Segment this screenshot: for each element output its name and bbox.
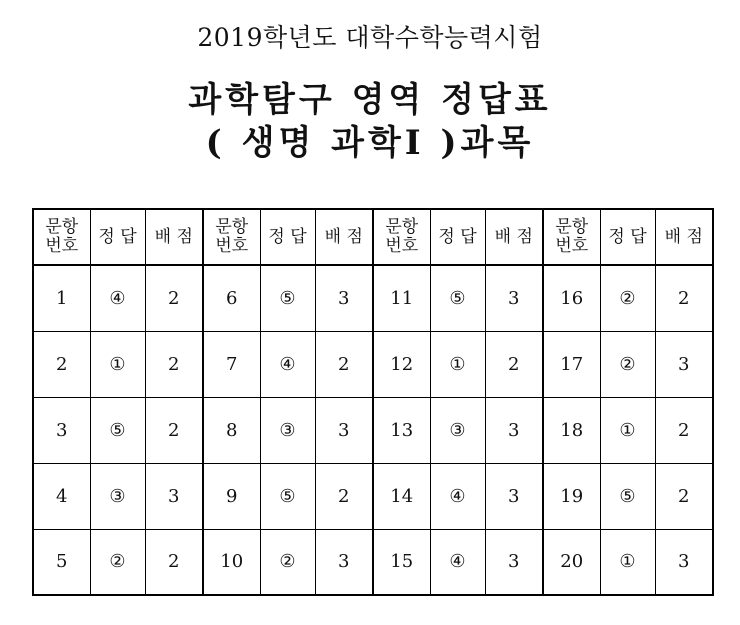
question-number: 13 bbox=[373, 397, 430, 463]
answer-choice: ④ bbox=[430, 529, 485, 595]
question-number: 8 bbox=[203, 397, 260, 463]
question-number: 1 bbox=[33, 265, 90, 331]
question-number: 18 bbox=[543, 397, 600, 463]
answer-choice: ⑤ bbox=[260, 265, 315, 331]
header-answer: 정 답 bbox=[600, 209, 655, 265]
points-value: 3 bbox=[315, 529, 373, 595]
question-number: 4 bbox=[33, 463, 90, 529]
table-row bbox=[33, 529, 713, 595]
table-row bbox=[33, 331, 713, 397]
answer-choice: ④ bbox=[260, 331, 315, 397]
points-value: 3 bbox=[655, 529, 713, 595]
points-value: 3 bbox=[315, 397, 373, 463]
header-points: 배 점 bbox=[145, 209, 203, 265]
table-row bbox=[33, 397, 713, 463]
points-value: 2 bbox=[485, 331, 543, 397]
answer-choice: ② bbox=[600, 265, 655, 331]
points-value: 2 bbox=[655, 463, 713, 529]
points-value: 3 bbox=[485, 463, 543, 529]
points-value: 2 bbox=[655, 397, 713, 463]
answer-choice: ④ bbox=[90, 265, 145, 331]
answer-choice: ⑤ bbox=[90, 397, 145, 463]
answer-choice: ② bbox=[260, 529, 315, 595]
question-number: 17 bbox=[543, 331, 600, 397]
points-value: 3 bbox=[315, 265, 373, 331]
points-value: 2 bbox=[315, 331, 373, 397]
points-value: 2 bbox=[145, 397, 203, 463]
answer-choice: ③ bbox=[90, 463, 145, 529]
table-row bbox=[33, 463, 713, 529]
header-answer: 정 답 bbox=[430, 209, 485, 265]
question-number: 7 bbox=[203, 331, 260, 397]
subject-title: ( 생명 과학Ⅰ )과목 bbox=[205, 123, 535, 163]
question-number: 3 bbox=[33, 397, 90, 463]
answer-choice: ① bbox=[430, 331, 485, 397]
answer-choice: ② bbox=[600, 331, 655, 397]
question-number: 6 bbox=[203, 265, 260, 331]
points-value: 2 bbox=[145, 265, 203, 331]
answer-choice: ① bbox=[600, 529, 655, 595]
question-number: 10 bbox=[203, 529, 260, 595]
question-number: 19 bbox=[543, 463, 600, 529]
answer-choice: ③ bbox=[260, 397, 315, 463]
answer-choice: ① bbox=[90, 331, 145, 397]
question-number: 16 bbox=[543, 265, 600, 331]
points-value: 3 bbox=[485, 397, 543, 463]
question-number: 20 bbox=[543, 529, 600, 595]
header-question-number: 문항 번호 bbox=[373, 209, 430, 265]
answer-choice: ② bbox=[90, 529, 145, 595]
question-number: 9 bbox=[203, 463, 260, 529]
header-points: 배 점 bbox=[315, 209, 373, 265]
header-points: 배 점 bbox=[485, 209, 543, 265]
question-number: 5 bbox=[33, 529, 90, 595]
table-header-row bbox=[33, 209, 713, 265]
answer-choice: ⑤ bbox=[430, 265, 485, 331]
header-points: 배 점 bbox=[655, 209, 713, 265]
points-value: 3 bbox=[145, 463, 203, 529]
points-value: 2 bbox=[145, 331, 203, 397]
header-question-number: 문항 번호 bbox=[543, 209, 600, 265]
table-row bbox=[33, 265, 713, 331]
question-number: 14 bbox=[373, 463, 430, 529]
exam-year-title: 2019학년도 대학수학능력시험 bbox=[197, 23, 543, 52]
points-value: 2 bbox=[145, 529, 203, 595]
answer-choice: ③ bbox=[430, 397, 485, 463]
points-value: 2 bbox=[655, 265, 713, 331]
question-number: 12 bbox=[373, 331, 430, 397]
points-value: 3 bbox=[485, 529, 543, 595]
header-question-number: 문항 번호 bbox=[203, 209, 260, 265]
points-value: 3 bbox=[655, 331, 713, 397]
answer-choice: ⑤ bbox=[600, 463, 655, 529]
header-answer: 정 답 bbox=[260, 209, 315, 265]
points-value: 3 bbox=[485, 265, 543, 331]
header-answer: 정 답 bbox=[90, 209, 145, 265]
question-number: 15 bbox=[373, 529, 430, 595]
question-number: 11 bbox=[373, 265, 430, 331]
answer-choice: ④ bbox=[430, 463, 485, 529]
points-value: 2 bbox=[315, 463, 373, 529]
question-number: 2 bbox=[33, 331, 90, 397]
page-title: 과학탐구 영역 정답표 bbox=[188, 80, 552, 120]
answer-choice: ⑤ bbox=[260, 463, 315, 529]
answer-key-table bbox=[32, 208, 714, 596]
answer-choice: ① bbox=[600, 397, 655, 463]
header-question-number: 문항 번호 bbox=[33, 209, 90, 265]
